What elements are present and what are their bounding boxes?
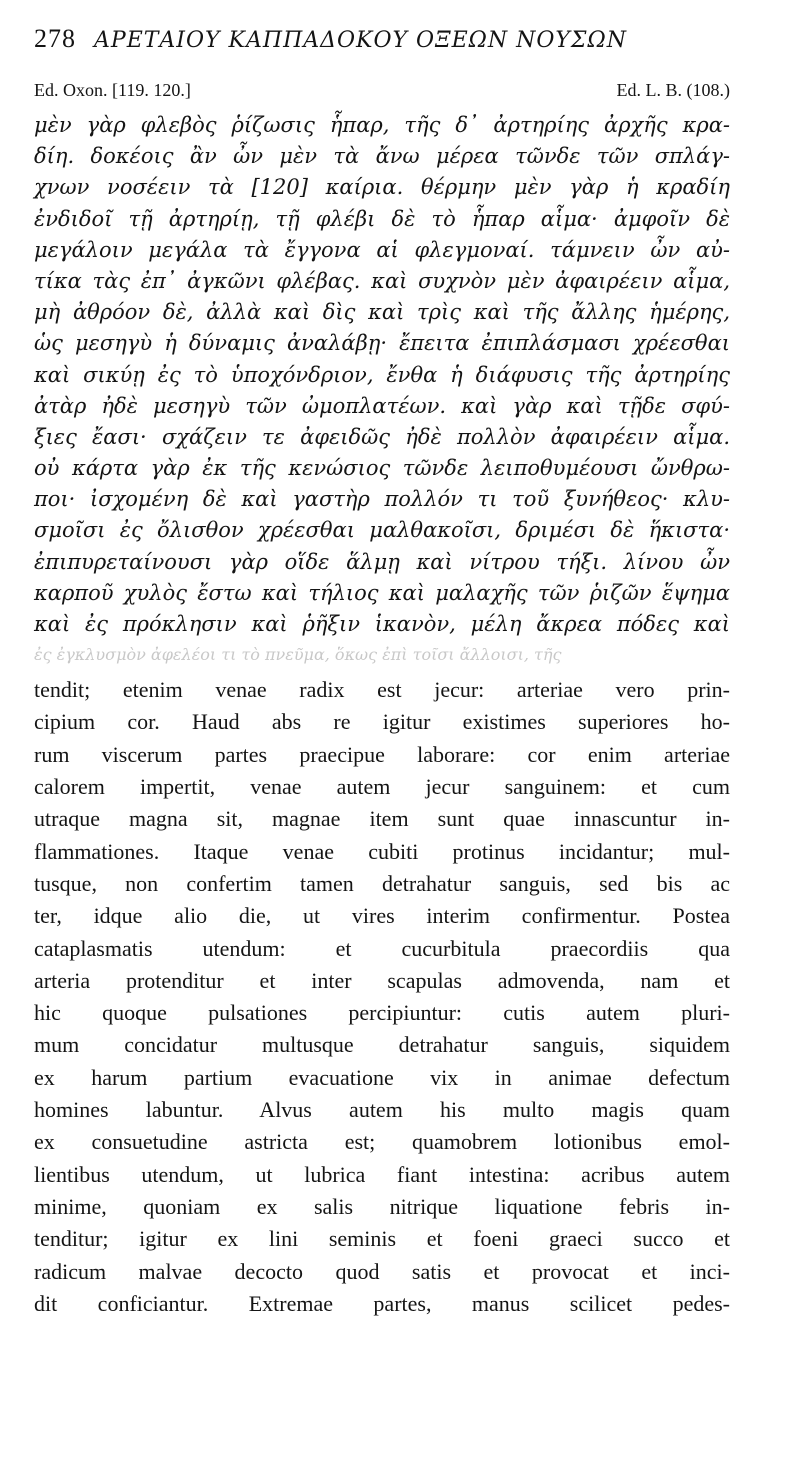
latin-line: calorem impertit, venae autem jecur sanguinem: et cum: [34, 774, 730, 800]
greek-line: καρποῦ χυλὸς ἔστω καὶ τήλιος καὶ μαλαχῆς τῶν ῥιζῶν ἕψημα: [34, 580, 730, 605]
greek-line: ἀτὰρ ἠδὲ μεσηγὺ τῶν ὠμοπλατέων. καὶ γὰρ καὶ τῇδε σφύ-: [34, 393, 730, 418]
greek-line: ἐνδιδοῖ τῇ ἀρτηρίῃ, τῇ φλέβι δὲ τὸ ἧπαρ αἷμα· ἀμφοῖν δὲ: [34, 206, 730, 231]
latin-line: hic quoque pulsationes percipiuntur: cutis autem pluri-: [34, 1000, 730, 1026]
latin-translation: [34, 674, 730, 1320]
latin-line: homines labuntur. Alvus autem his multo magis quam: [34, 1097, 730, 1123]
greek-line: οὐ κάρτα γὰρ ἐκ τῆς κενώσιος τῶνδε λειποθυμέουσι ὤνθρω-: [34, 456, 730, 481]
latin-line: mum concidatur multusque detrahatur sanguis, siquidem: [34, 1032, 730, 1058]
greek-line: ὡς μεσηγὺ ἡ δύναμις ἀναλάβῃ· ἔπειτα ἐπιπλάσμασι χρέεσθαι: [34, 331, 730, 356]
greek-line: μεγάλοιν μεγάλα τὰ ἔγγονα αἱ φλεγμοναί. τάμνειν ὦν αὐ-: [34, 237, 730, 262]
greek-line: δίη. δοκέοις ἂν ὦν μὲν τὰ ἄνω μέρεα τῶνδε τῶν σπλάγ-: [34, 144, 730, 169]
latin-line: minime, quoniam ex salis nitrique liquatione febris in-: [34, 1193, 730, 1219]
latin-line: dit conficiantur. Extremae partes, manus scilicet pedes-: [34, 1290, 730, 1316]
greek-line: σμοῖσι ἐς ὄλισθον χρέεσθαι μαλθακοῖσι, δριμέσι δὲ ἥκιστα·: [34, 518, 730, 543]
latin-line: arteria protenditur et inter scapulas admovenda, nam et: [34, 967, 730, 993]
latin-line: rum viscerum partes praecipue laborare: cor enim arteriae: [34, 741, 730, 767]
greek-text: [34, 110, 730, 640]
greek-line: ποι· ἰσχομένη δὲ καὶ γαστὴρ πολλόν τι τοῦ ξυνήθεος· κλυ-: [34, 487, 730, 512]
latin-line: flammationes. Itaque venae cubiti protinus incidantur; mul-: [34, 838, 730, 864]
edition-right: Ed. L. B. (108.): [616, 80, 730, 100]
latin-line: cataplasmatis utendum: et cucurbitula praecordiis qua: [34, 935, 730, 961]
page-header: [34, 24, 730, 74]
latin-line: ex consuetudine astricta est; quamobrem lotionibus emol-: [34, 1129, 730, 1155]
greek-line: μὲν γὰρ φλεβὸς ῥίζωσις ἧπαρ, τῆς δ᾽ ἀρτηρίης ἀρχῆς κρα-: [34, 113, 730, 137]
latin-line: lientibus utendum, ut lubrica fiant intestina: acribus autem: [34, 1161, 730, 1187]
edition-reference: [34, 80, 730, 110]
greek-line: ἐπιπυρεταίνουσι γὰρ οἵδε ἅλμῃ καὶ νίτρου τήξι. λίνου ὦν: [34, 549, 730, 574]
greek-line: ξιες ἔασι· σχάζειν τε ἀφειδῶς ἠδὲ πολλὸν ἀφαιρέειν αἷμα.: [34, 424, 730, 449]
latin-line: tusque, non confertim tamen detrahatur sanguis, sed bis ac: [34, 870, 730, 896]
greek-line: μὴ ἀθρόον δὲ, ἀλλὰ καὶ δὶς καὶ τρὶς καὶ τῆς ἄλλης ἡμέρης,: [34, 300, 730, 325]
greek-line: τίκα τὰς ἐπ᾽ ἀγκῶνι φλέβας. καὶ συχνὸν μὲν ἀφαιρέειν αἷμα,: [34, 268, 730, 293]
latin-line: utraque magna sit, magnae item sunt quae innascuntur in-: [34, 806, 730, 832]
greek-line: καὶ σικύῃ ἐς τὸ ὑποχόνδριον, ἔνθα ἡ διάφυσις τῆς ἀρτηρίης: [34, 362, 730, 387]
latin-line: cipium cor. Haud abs re igitur existimes superiores ho-: [34, 709, 730, 735]
greek-line: καὶ ἐς πρόκλησιν καὶ ῥῆξιν ἱκανὸν, μέλη ἄκρεα πόδες καὶ: [34, 612, 730, 636]
bleed-through-text: ἐς ἐγκλυσμὸν ἀφελέοι τι τὸ πνεῦμα, ὅκως ἐπὶ τοῖσι ἄλλοισι, τῆς: [34, 645, 562, 665]
greek-line: χνων νοσέειν τὰ [120] καίρια. θέρμην μὲν γὰρ ἡ κραδίη: [34, 175, 730, 200]
latin-line: tenditur; igitur ex lini seminis et foeni graeci succo et: [34, 1226, 730, 1252]
latin-line: tendit; etenim venae radix est jecur: arteriae vero prin-: [34, 677, 730, 703]
latin-line: ex harum partium evacuatione vix in animae defectum: [34, 1064, 730, 1090]
latin-line: ter, idque alio die, ut vires interim confirmentur. Postea: [34, 903, 730, 929]
running-head: ΑΡΕΤΑΙΟΥ ΚΑΠΠΑΔΟΚΟΥ ΟΞΕΩΝ ΝΟΥΣΩΝ: [94, 28, 627, 53]
latin-line: radicum malvae decocto quod satis et provocat et inci-: [34, 1258, 730, 1284]
edition-left: Ed. Oxon. [119. 120.]: [34, 80, 191, 100]
page-number: 278: [34, 24, 76, 53]
